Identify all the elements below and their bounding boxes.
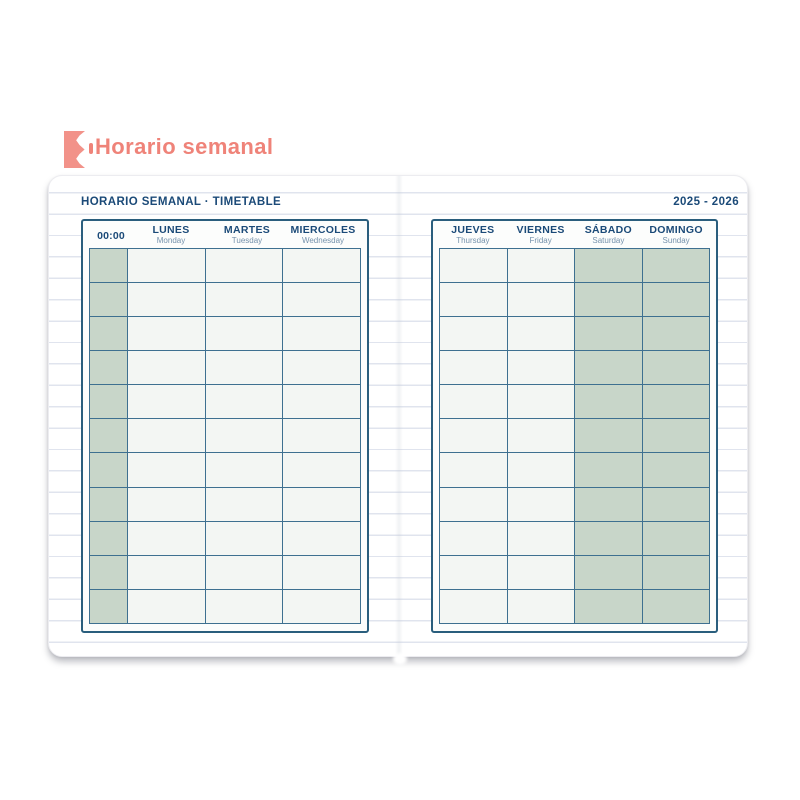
timetable-row xyxy=(90,453,361,487)
timetable-cell xyxy=(128,419,206,453)
day-name-label: DOMINGO xyxy=(649,224,703,236)
timetable-cell xyxy=(283,283,361,317)
timetable-row xyxy=(440,487,710,521)
weekend-cell xyxy=(575,317,643,351)
timetable-cell xyxy=(440,419,508,453)
timetable-cell xyxy=(507,521,575,555)
weekend-cell xyxy=(642,351,710,385)
day-header-sabado xyxy=(575,223,643,248)
day-subname-label: Monday xyxy=(156,236,186,245)
timetable-right-header-row xyxy=(439,223,710,248)
day-name-label: MIERCOLES xyxy=(290,224,356,236)
timetable-row xyxy=(440,351,710,385)
page-center-seam xyxy=(395,176,403,656)
timetable-row xyxy=(440,589,710,623)
timetable-cell xyxy=(507,283,575,317)
timetable-cell xyxy=(507,419,575,453)
timetable-cell xyxy=(283,249,361,283)
timetable-right-grid-table xyxy=(439,248,710,624)
timetable-cell xyxy=(283,487,361,521)
timetable-cell xyxy=(205,521,283,555)
timetable-row xyxy=(440,249,710,283)
timetable-row xyxy=(440,555,710,589)
timetable-cell xyxy=(205,555,283,589)
timetable-cell xyxy=(507,249,575,283)
timetable-row xyxy=(440,283,710,317)
weekend-cell xyxy=(642,283,710,317)
weekend-cell xyxy=(575,453,643,487)
time-slot-cell xyxy=(90,589,128,623)
timetable-cell xyxy=(440,589,508,623)
timetable-row xyxy=(440,521,710,555)
timetable-cell xyxy=(283,317,361,351)
timetable-cell xyxy=(128,521,206,555)
timetable-row xyxy=(90,249,361,283)
time-slot-cell xyxy=(90,453,128,487)
time-slot-cell xyxy=(90,385,128,419)
weekend-cell xyxy=(642,385,710,419)
timetable-row xyxy=(440,419,710,453)
timetable-left-grid-table xyxy=(89,248,361,624)
weekend-cell xyxy=(642,249,710,283)
timetable-cell xyxy=(205,419,283,453)
day-subname-label: Thursday xyxy=(456,236,490,245)
timetable-cell xyxy=(283,521,361,555)
timetable-row xyxy=(440,453,710,487)
day-name-label: MARTES xyxy=(223,224,271,236)
day-subname-label: Sunday xyxy=(662,236,690,245)
time-slot-cell xyxy=(90,283,128,317)
day-header-miercoles xyxy=(285,223,361,248)
day-header-viernes xyxy=(507,223,575,248)
weekend-cell xyxy=(575,589,643,623)
torn-bookmark-tab-fragment-icon xyxy=(89,143,93,154)
weekend-cell xyxy=(575,521,643,555)
timetable-cell xyxy=(440,283,508,317)
page-header-year: 2025 - 2026 xyxy=(673,196,739,208)
timetable-cell xyxy=(283,555,361,589)
notebook-spread xyxy=(48,175,748,657)
timetable-cell xyxy=(205,351,283,385)
timetable-cell xyxy=(507,317,575,351)
time-header-label: 00:00 xyxy=(97,230,125,242)
weekend-cell xyxy=(642,419,710,453)
timetable-cell xyxy=(440,385,508,419)
timetable-row xyxy=(90,487,361,521)
timetable-cell xyxy=(205,487,283,521)
timetable-cell xyxy=(283,351,361,385)
weekend-cell xyxy=(575,555,643,589)
weekend-cell xyxy=(642,555,710,589)
timetable-cell xyxy=(205,453,283,487)
day-header-martes xyxy=(209,223,285,248)
day-header-lunes xyxy=(133,223,209,248)
timetable-cell xyxy=(507,385,575,419)
time-slot-cell xyxy=(90,351,128,385)
time-slot-cell xyxy=(90,317,128,351)
timetable-cell xyxy=(205,589,283,623)
weekend-cell xyxy=(642,521,710,555)
timetable-cell xyxy=(128,555,206,589)
timetable-cell xyxy=(283,453,361,487)
timetable-cell xyxy=(440,249,508,283)
timetable-cell xyxy=(283,385,361,419)
timetable-row xyxy=(90,521,361,555)
timetable-cell xyxy=(128,453,206,487)
timetable-left-grid xyxy=(89,248,361,624)
timetable-cell xyxy=(507,487,575,521)
timetable-cell xyxy=(283,589,361,623)
day-name-label: JUEVES xyxy=(451,224,495,236)
timetable-cell xyxy=(205,283,283,317)
timetable-cell xyxy=(283,419,361,453)
timetable-cell xyxy=(440,555,508,589)
weekend-cell xyxy=(575,283,643,317)
day-header-jueves xyxy=(439,223,507,248)
time-slot-cell xyxy=(90,521,128,555)
weekend-cell xyxy=(575,419,643,453)
timetable-cell xyxy=(507,453,575,487)
time-slot-cell xyxy=(90,555,128,589)
timetable-cell xyxy=(205,317,283,351)
day-name-label: SÁBADO xyxy=(584,224,633,236)
timetable-cell xyxy=(128,317,206,351)
page-header-title: HORARIO SEMANAL · TIMETABLE xyxy=(81,196,282,208)
timetable-cell xyxy=(507,555,575,589)
timetable-cell xyxy=(205,385,283,419)
day-subname-label: Friday xyxy=(529,236,552,245)
weekend-cell xyxy=(642,317,710,351)
timetable-row xyxy=(90,385,361,419)
timetable-cell xyxy=(440,453,508,487)
timetable-right-page xyxy=(431,219,718,633)
timetable-cell xyxy=(440,487,508,521)
timetable-cell xyxy=(128,487,206,521)
page-bottom-seam-notch xyxy=(393,653,407,665)
timetable-cell xyxy=(205,249,283,283)
weekend-cell xyxy=(575,385,643,419)
day-subname-label: Saturday xyxy=(592,236,625,245)
day-header-domingo xyxy=(642,223,710,248)
weekend-cell xyxy=(642,487,710,521)
time-slot-cell xyxy=(90,419,128,453)
weekend-cell xyxy=(642,453,710,487)
timetable-row xyxy=(90,283,361,317)
timetable-row xyxy=(90,589,361,623)
weekend-cell xyxy=(575,487,643,521)
day-subname-label: Wednesday xyxy=(301,236,345,245)
day-name-label: VIERNES xyxy=(516,224,565,236)
timetable-left-header-row xyxy=(89,223,361,248)
timetable-row xyxy=(90,419,361,453)
weekend-cell xyxy=(575,249,643,283)
timetable-row xyxy=(440,317,710,351)
torn-bookmark-tab-icon xyxy=(64,131,85,168)
timetable-row xyxy=(90,351,361,385)
timetable-cell xyxy=(128,283,206,317)
timetable-row xyxy=(90,317,361,351)
timetable-left-page xyxy=(81,219,369,633)
timetable-cell xyxy=(128,249,206,283)
weekend-cell xyxy=(642,589,710,623)
timetable-row xyxy=(90,555,361,589)
time-column-header xyxy=(89,223,133,248)
timetable-cell xyxy=(440,521,508,555)
day-subname-label: Tuesday xyxy=(231,236,263,245)
timetable-cell xyxy=(507,351,575,385)
timetable-cell xyxy=(128,385,206,419)
weekend-cell xyxy=(575,351,643,385)
time-slot-cell xyxy=(90,487,128,521)
timetable-cell xyxy=(507,589,575,623)
timetable-cell xyxy=(440,351,508,385)
timetable-cell xyxy=(440,317,508,351)
time-slot-cell xyxy=(90,249,128,283)
timetable-row xyxy=(440,385,710,419)
day-name-label: LUNES xyxy=(152,224,190,236)
timetable-cell xyxy=(128,351,206,385)
product-title: Horario semanal xyxy=(95,134,274,159)
timetable-cell xyxy=(128,589,206,623)
timetable-right-grid xyxy=(439,248,710,624)
